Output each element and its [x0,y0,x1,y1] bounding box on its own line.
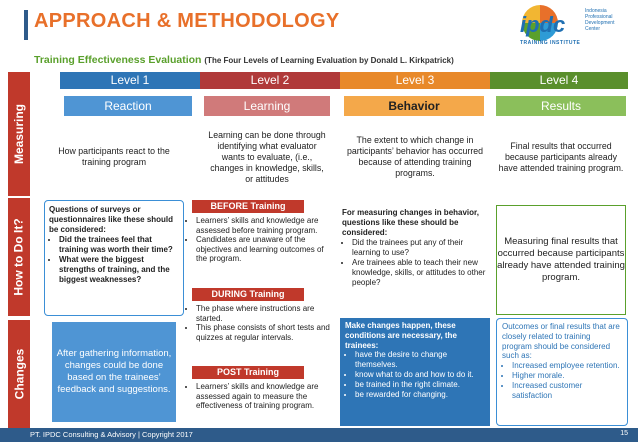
howto-reaction: Questions of surveys or questionnaires like these should be considered: • Did the trainees feel that training was worth their time? • What were the biggest strengths of training, and the biggest weaknesses? [44,200,184,316]
howto-behavior: For measuring changes in behavior, questions like these should be considered: • Did the trainees put any of their learning to use? • Are trainees able to teach their new knowledge, skills, or attitudes to other people? [342,208,488,314]
level-2-header: Level 2 [200,72,340,89]
logo-description: Indonesia Professional Development Center [585,8,615,32]
learning-header: Learning [204,96,330,116]
during-training-header: DURING Training [192,288,304,301]
results-header: Results [496,96,626,116]
before-training-header: BEFORE Training [192,200,304,213]
logo-tagline: TRAINING INSTITUTE [520,40,581,46]
side-label-changes: Changes [8,320,30,428]
changes-results: Outcomes or final results that are closely related to training program should be considered such as: • Increased employee retention. • Higher morale. • Increased customer satisfaction [496,318,628,426]
before-training-list: • Learners’ skills and knowledge are assessed before training program. • Candidates are unaware of the objectives and learning outcomes of the program. [186,216,336,264]
subtitle: Training Effectiveness Evaluation (The Four Levels of Learning Evaluation by Donald L. Kirkpatrick) [34,54,454,66]
page-title: APPROACH & METHODOLOGY [34,10,340,32]
side-label-how-to: How to Do It? [8,198,30,316]
level-3-header: Level 3 [340,72,490,89]
measuring-reaction: How participants react to the training program [58,146,170,167]
logo-name: ipdc [520,12,566,37]
changes-reaction: After gathering information, changes could be done based on the trainees’ feedback and suggestions. [52,322,176,422]
measuring-behavior: The extent to which change in participants’ behavior has occurred because of attending training programs. [346,135,484,178]
page-number: 15 [620,430,628,437]
footer: PT. IPDC Consulting & Advisory | Copyright 2017 [0,428,638,442]
side-label-measuring: Measuring [8,72,30,196]
changes-behavior: Make changes happen, these conditions are necessary, the trainees: • have the desire to change themselves. • know what to do and how to do it. • be trained in the right climate. • be rewarded for changing. [340,318,490,426]
title-accent-bar [24,10,28,40]
post-training-header: POST Training [192,366,304,379]
behavior-header: Behavior [344,96,484,116]
post-training-list: • Learners’ skills and knowledge are assessed again to measure the effectiveness of training program. [186,382,336,411]
reaction-header: Reaction [64,96,192,116]
howto-results: Measuring final results that occurred because participants already have attended training program. [496,205,626,315]
during-training-list: • The phase where instructions are started. • This phase consists of short tests and quizzes at regular intervals. [186,304,336,342]
measuring-results: Final results that occurred because participants already have attended training program. [498,140,624,173]
measuring-learning: Learning can be done through identifying what evaluator wants to evaluate, (i.e., changes in knowledge, skills, or attitudes [208,129,326,184]
level-1-header: Level 1 [60,72,200,89]
level-4-header: Level 4 [490,72,628,89]
